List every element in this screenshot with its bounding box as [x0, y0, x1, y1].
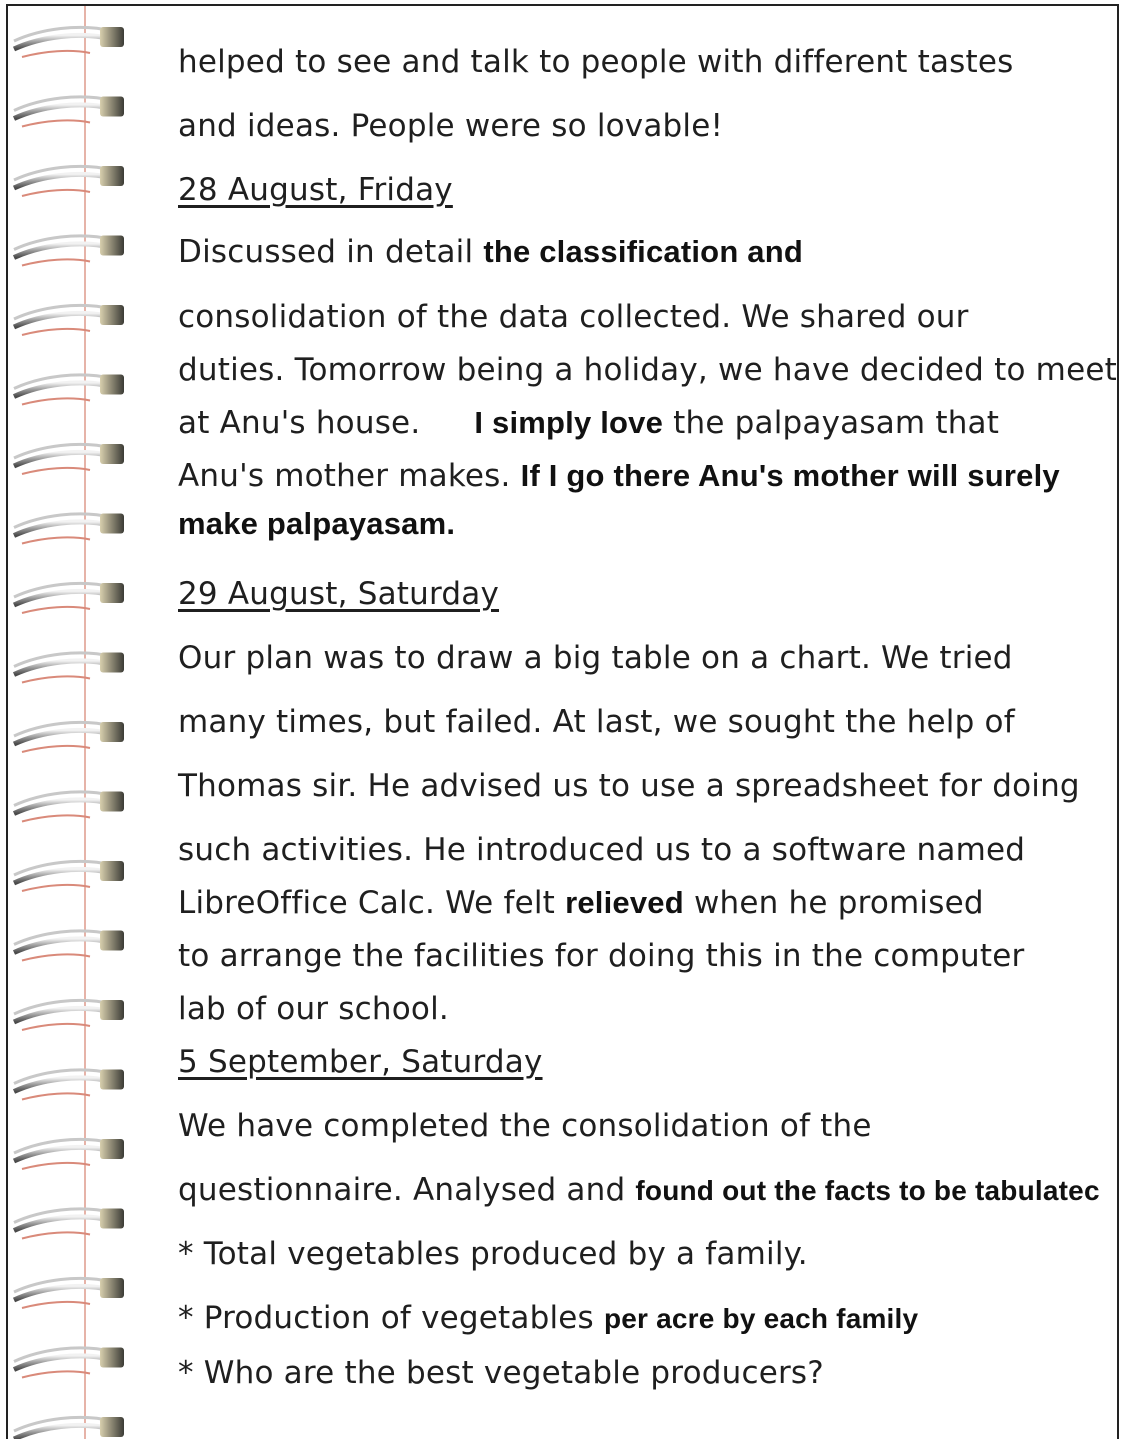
diary-line: Our plan was to draw a big table on a chart. We tried: [178, 640, 1013, 676]
spiral-coil-icon: [14, 1417, 124, 1439]
spiral-coil-icon: [14, 166, 124, 196]
diary-line: lab of our school.: [178, 991, 449, 1027]
spiral-coil-icon: [14, 1278, 124, 1308]
diary-line: to arrange the facilities for doing this in the computer: [178, 938, 1025, 974]
entry-date-heading: 28 August, Friday: [178, 172, 453, 208]
diary-line: duties. Tomorrow being a holiday, we have decided to meet: [178, 352, 1117, 388]
diary-line: consolidation of the data collected. We shared our: [178, 299, 969, 335]
bullet-item: [178, 1298, 918, 1339]
spiral-coil-icon: [14, 792, 124, 822]
diary-line: [178, 883, 984, 923]
spiral-coil-icon: [14, 444, 124, 474]
line-part: * Production of vegetables: [178, 1300, 604, 1336]
spiral-coil-icon: [14, 1209, 124, 1239]
spiral-coil-icon: [14, 653, 124, 683]
diary-line: We have completed the consolidation of the: [178, 1108, 872, 1144]
line-part: the palpayasam that: [663, 405, 1000, 441]
spiral-coil-icon: [14, 861, 124, 891]
entry-date-heading: 29 August, Saturday: [178, 576, 499, 612]
spiral-coil-icon: [14, 722, 124, 752]
spiral-coil-icon: [14, 236, 124, 266]
diary-line: make palpayasam.: [178, 506, 456, 541]
spiral-coil-icon: [14, 1348, 124, 1378]
diary-line: [178, 403, 999, 443]
diary-line: Thomas sir. He advised us to use a spreadsheet for doing: [178, 768, 1080, 804]
spiral-coil-icon: [14, 1070, 124, 1100]
spiral-coil-icon: [14, 1000, 124, 1030]
spiral-coil-icon: [14, 27, 124, 57]
bold-phrase: found out the facts to be tabulatec: [635, 1175, 1100, 1206]
spiral-coil-icon: [14, 514, 124, 544]
line-part: Anu's mother makes.: [178, 458, 521, 494]
entry-date-heading: 5 September, Saturday: [178, 1044, 543, 1080]
bold-phrase: the classification and: [483, 234, 803, 269]
diary-line: [178, 232, 803, 272]
diary-line: many times, but failed. At last, we sought the help of: [178, 704, 1015, 740]
spiral-coil-icon: [14, 583, 124, 613]
diary-line: and ideas. People were so lovable!: [178, 108, 724, 144]
spiral-binding-icon: [0, 0, 140, 1439]
bullet-item: * Total vegetables produced by a family.: [178, 1236, 808, 1272]
line-part: Discussed in detail: [178, 234, 484, 270]
line-part: at Anu's house.: [178, 405, 421, 441]
spiral-coil-icon: [14, 931, 124, 961]
spiral-coil-icon: [14, 375, 124, 405]
bullet-item: * Who are the best vegetable producers?: [178, 1355, 824, 1391]
bold-phrase: relieved: [565, 885, 684, 920]
line-part: LibreOffice Calc. We felt: [178, 885, 566, 921]
bold-phrase: If I go there Anu's mother will surely: [520, 458, 1060, 493]
spiral-coil-icon: [14, 97, 124, 127]
spiral-coil-icon: [14, 1139, 124, 1169]
line-part: when he promised: [683, 885, 984, 921]
diary-line: helped to see and talk to people with different tastes: [178, 44, 1014, 80]
spiral-coil-icon: [14, 305, 124, 335]
diary-line: [178, 456, 1060, 496]
diary-line: [178, 1170, 1100, 1211]
bold-phrase: per acre by each family: [603, 1303, 919, 1334]
line-part: questionnaire. Analysed and: [178, 1172, 636, 1208]
diary-line: such activities. He introduced us to a software named: [178, 832, 1026, 868]
bold-phrase: I simply love: [474, 405, 664, 440]
